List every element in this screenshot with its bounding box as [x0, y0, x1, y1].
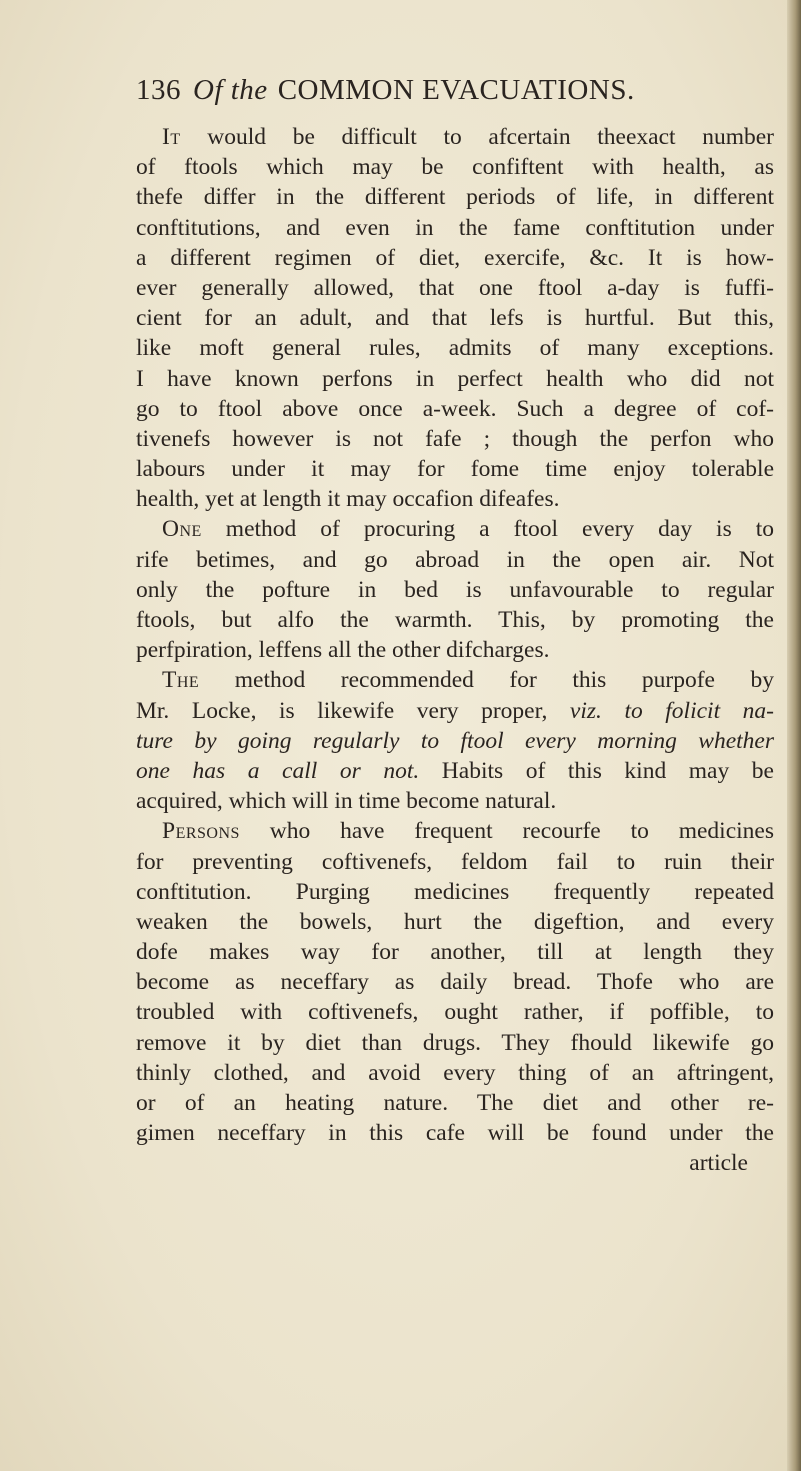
page-number: 136 [136, 74, 181, 106]
text-line [136, 665, 774, 695]
text-run: labours under it may for fome time enjoy tolerable [136, 456, 774, 483]
text-run: go to ftool above once a-week. Such a degree of cof- [136, 395, 774, 422]
text-line [136, 213, 774, 243]
text-line [136, 182, 774, 212]
text-run: gimen neceffary in this cafe will be found under the [136, 1120, 774, 1147]
text-run: ture by going regularly to ftool every morning whether [136, 727, 774, 754]
text-line [136, 152, 774, 182]
text-run: Habits of this kind may be [419, 757, 774, 784]
text-line [136, 514, 774, 544]
text-line [136, 756, 774, 786]
text-line [136, 1028, 774, 1058]
text-line [136, 635, 774, 665]
text-line [136, 1088, 774, 1118]
text-line [136, 907, 774, 937]
text-run: The [162, 667, 200, 694]
text-run: health, yet at length it may occafion difeafes. [136, 486, 560, 513]
text-run: One [162, 516, 202, 543]
text-run: a different regimen of diet, exercife, &c. It is how- [136, 244, 774, 271]
text-line [136, 1118, 774, 1148]
text-line [136, 1148, 774, 1178]
text-line [136, 997, 774, 1027]
text-run: would be difficult to afcertain theexact number [180, 124, 774, 150]
text-run: for preventing coftivenefs, feldom fail to ruin their [136, 848, 774, 875]
text-run: of ftools which may be confiftent with health, as [136, 154, 774, 181]
text-run: perfpiration, leffens all the other difcharges. [136, 637, 550, 664]
page-edge-shadow [787, 0, 801, 1471]
text-line [136, 303, 774, 333]
text-run: ftools, but alfo the warmth. This, by promoting the [136, 607, 774, 633]
text-line [136, 786, 774, 816]
text-line [136, 726, 774, 756]
text-run: troubled with coftivenefs, ought rather, if poffible, to [136, 999, 774, 1026]
text-line [136, 575, 774, 605]
text-run: conftitutions, and even in the fame conftitution under [136, 214, 774, 241]
text-run: who have frequent recourfe to medicines [239, 818, 774, 845]
text-run: rife betimes, and go abroad in the open air. Not [136, 546, 774, 573]
text-run: become as neceffary as daily bread. Thofe who are [136, 969, 774, 996]
running-header [136, 74, 776, 107]
text-run: tivenefs however is not fafe ; though the perfon who [136, 425, 774, 452]
text-line [136, 967, 774, 997]
text-line [136, 122, 774, 152]
text-run: method of procuring a ftool every day is to [201, 516, 774, 543]
text-line [136, 605, 774, 635]
text-run: only the pofture in bed is unfavourable to regular [136, 576, 774, 603]
text-run: Mr. Locke, is likewife very proper, [136, 697, 570, 724]
text-line [136, 424, 774, 454]
text-line [136, 937, 774, 967]
text-line [136, 364, 774, 394]
text-run: or of an heating nature. The diet and other re- [136, 1090, 774, 1116]
header-prefix: Of the [193, 74, 268, 106]
text-line [136, 545, 774, 575]
text-run: I have known perfons in perfect health who did not [136, 365, 774, 392]
text-line [136, 1058, 774, 1088]
text-line [136, 273, 774, 303]
text-run: article [689, 1150, 748, 1177]
text-line [136, 696, 774, 726]
text-line [136, 816, 774, 846]
text-run: viz. to folicit na- [569, 697, 774, 724]
text-line [136, 847, 774, 877]
text-run: dofe makes way for another, till at length they [136, 939, 774, 966]
text-run: method recommended for this purpofe by [199, 667, 774, 694]
body-text [136, 122, 774, 1179]
header-title: COMMON EVACUATIONS. [277, 74, 635, 106]
text-run: acquired, which will in time become natural. [136, 788, 557, 815]
text-run: thinly clothed, and avoid every thing of an aftringent, [136, 1059, 774, 1086]
text-run: thefe differ in the different periods of life, in different [136, 184, 774, 211]
text-run: weaken the bowels, hurt the digeftion, and every [136, 908, 774, 935]
text-run: ever generally allowed, that one ftool a-day is fuffi- [136, 274, 774, 301]
text-line [136, 877, 774, 907]
text-line [136, 243, 774, 273]
text-run: Persons [162, 818, 240, 845]
text-line [136, 333, 774, 363]
text-line [136, 454, 774, 484]
text-run: like moft general rules, admits of many exceptions. [136, 335, 774, 362]
text-line [136, 394, 774, 424]
text-run: cient for an adult, and that lefs is hurtful. But this, [136, 305, 774, 332]
text-run: conftitution. Purging medicines frequently repeated [136, 878, 774, 905]
text-run: one has a call or not. [136, 757, 420, 784]
text-line [136, 484, 774, 514]
text-run: remove it by diet than drugs. They fhould likewife go [136, 1029, 774, 1056]
text-run: It [162, 124, 181, 150]
